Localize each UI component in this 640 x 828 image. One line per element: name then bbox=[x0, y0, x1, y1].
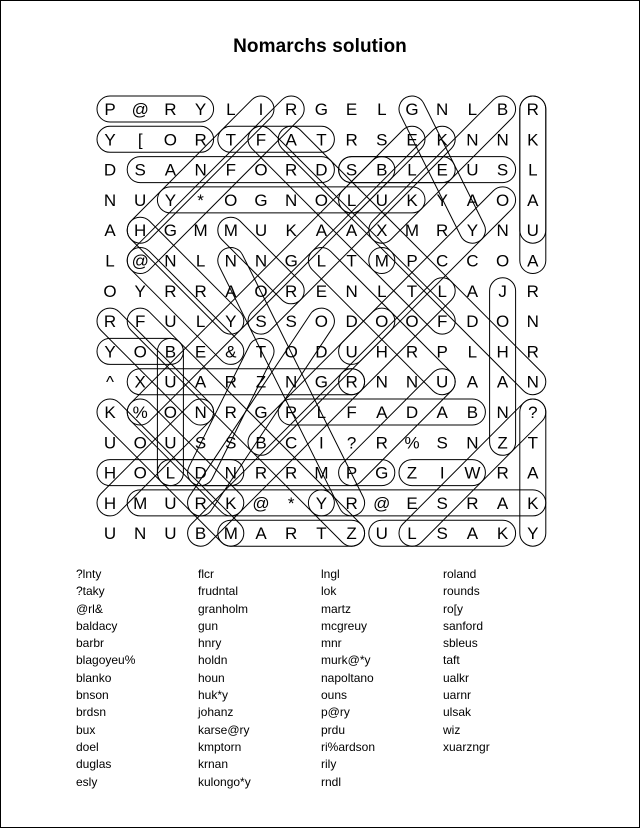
grid-letter: % bbox=[132, 403, 148, 422]
grid-letter: O bbox=[254, 281, 268, 301]
grid-letter: B bbox=[376, 160, 388, 180]
grid-letter: X bbox=[134, 372, 146, 392]
word-list-item: rndl bbox=[321, 774, 342, 789]
grid-letter: F bbox=[437, 312, 448, 332]
word-list-item: taft bbox=[443, 653, 460, 668]
word-list-item: rily bbox=[321, 757, 337, 772]
grid-letter: L bbox=[528, 160, 538, 180]
solution-loop-roland bbox=[520, 96, 546, 274]
grid-letter: ? bbox=[346, 433, 357, 453]
grid-letter: L bbox=[377, 281, 387, 301]
grid-letter: B bbox=[466, 403, 479, 422]
grid-letter: M bbox=[223, 524, 238, 544]
grid-letter: A bbox=[255, 524, 267, 544]
grid-letter: E bbox=[315, 281, 328, 301]
grid-letter: A bbox=[527, 190, 539, 210]
grid-letter: E bbox=[406, 493, 418, 513]
grid-letter: N bbox=[224, 463, 237, 483]
grid-letter: O bbox=[495, 190, 510, 210]
grid-letter: Y bbox=[134, 281, 146, 301]
grid-letter: L bbox=[195, 312, 206, 332]
grid-letter: Z bbox=[497, 433, 508, 453]
grid-letter: R bbox=[224, 403, 237, 422]
word-list-column bbox=[321, 566, 375, 791]
grid-letter: X bbox=[376, 221, 388, 241]
grid-letter: D bbox=[315, 342, 328, 362]
grid-letter: U bbox=[345, 342, 358, 362]
grid-letter: * bbox=[287, 493, 295, 513]
grid-letter: U bbox=[466, 160, 479, 180]
grid-letter: G bbox=[254, 403, 268, 422]
grid-letter: Y bbox=[104, 130, 116, 150]
word-list-item: brdsn bbox=[76, 705, 107, 720]
grid-letter: S bbox=[376, 130, 388, 150]
grid-letter: R bbox=[194, 281, 207, 301]
grid-letter: F bbox=[346, 403, 357, 422]
grid-letter: T bbox=[316, 524, 327, 544]
grid-letter: R bbox=[526, 100, 539, 119]
grid-letter: D bbox=[345, 312, 358, 332]
grid-letter: R bbox=[224, 372, 237, 392]
grid-letter: O bbox=[163, 130, 178, 150]
grid-letter: O bbox=[163, 403, 178, 422]
grid-letter: L bbox=[195, 251, 206, 271]
grid-letter: I bbox=[258, 100, 264, 119]
grid-letter: Y bbox=[315, 493, 328, 513]
word-list-item: kulongo*y bbox=[198, 774, 251, 789]
grid-letter: R bbox=[405, 342, 419, 362]
puzzle-title: Nomarchs solution bbox=[233, 36, 407, 57]
grid-letter: A bbox=[436, 403, 448, 422]
grid-letter: S bbox=[436, 524, 448, 544]
grid-letter: N bbox=[436, 100, 449, 119]
grid-letter: N bbox=[134, 524, 147, 544]
grid-letter: S bbox=[496, 160, 509, 180]
word-list-column bbox=[76, 566, 135, 791]
word-list-item: rounds bbox=[443, 584, 480, 599]
grid-letter: L bbox=[407, 524, 417, 544]
grid-letter: R bbox=[285, 524, 298, 544]
word-list-item: martz bbox=[321, 601, 351, 616]
grid-letter: S bbox=[285, 312, 297, 332]
grid-letter: S bbox=[436, 493, 448, 513]
grid-letter: O bbox=[133, 342, 147, 362]
word-list-item: @rl& bbox=[76, 601, 103, 616]
grid-letter: C bbox=[436, 251, 449, 271]
grid-letter: L bbox=[165, 463, 176, 483]
grid-letter: C bbox=[285, 433, 298, 453]
grid-letter: R bbox=[526, 342, 539, 362]
grid-letter: P bbox=[345, 463, 358, 483]
word-list-item: sanford bbox=[443, 618, 484, 633]
grid-letter: J bbox=[498, 281, 507, 301]
grid-letter: [ bbox=[137, 130, 143, 150]
grid-letter: B bbox=[164, 342, 177, 362]
grid-letter: U bbox=[164, 524, 177, 544]
grid-letter: P bbox=[406, 251, 418, 271]
grid-letter: U bbox=[375, 190, 388, 210]
grid-letter: * bbox=[197, 190, 204, 210]
grid-letter: O bbox=[405, 312, 419, 332]
grid-letter: R bbox=[164, 281, 177, 301]
word-list-item: bnson bbox=[76, 688, 109, 703]
grid-letter: L bbox=[407, 160, 417, 180]
grid-letter: Y bbox=[436, 190, 448, 210]
grid-letter: O bbox=[495, 251, 510, 271]
solution-loop-sbleus bbox=[339, 157, 516, 183]
word-list-item: granholm bbox=[198, 601, 249, 616]
grid-letter: R bbox=[496, 463, 509, 483]
grid-letter: A bbox=[225, 281, 237, 301]
grid-letter: T bbox=[527, 433, 538, 453]
grid-letter: R bbox=[285, 403, 298, 422]
grid-letter: N bbox=[194, 403, 207, 422]
grid-letter: T bbox=[406, 281, 418, 301]
word-list-item: ualkr bbox=[443, 670, 470, 685]
grid-letter: U bbox=[164, 493, 177, 513]
grid-letter: F bbox=[255, 130, 267, 150]
grid-letter: S bbox=[194, 433, 207, 453]
grid-letter: U bbox=[103, 433, 117, 453]
grid-letter: N bbox=[526, 372, 539, 392]
grid-letter: S bbox=[436, 433, 448, 453]
grid-letter: A bbox=[466, 524, 479, 544]
grid-letter: Y bbox=[527, 524, 539, 544]
grid-letter: P bbox=[104, 100, 116, 119]
word-list-item: ouns bbox=[321, 688, 348, 703]
grid-letter: T bbox=[346, 251, 357, 271]
grid-letter: Z bbox=[406, 463, 418, 483]
grid-letter: A bbox=[527, 251, 539, 271]
word-list-column bbox=[443, 566, 490, 756]
word-list-item: gun bbox=[198, 618, 219, 633]
grid-letter: R bbox=[345, 372, 358, 392]
solution-loop-xuarzngr bbox=[127, 369, 364, 395]
solution-loop-johanz bbox=[490, 278, 516, 456]
grid-letter: R bbox=[526, 281, 539, 301]
word-list-item: p@ry bbox=[321, 705, 350, 720]
grid-letter: Y bbox=[225, 312, 237, 332]
grid-letter: O bbox=[314, 190, 329, 210]
grid-letter: K bbox=[406, 190, 418, 210]
word-list-item: roland bbox=[443, 567, 477, 581]
grid-letter: L bbox=[226, 100, 236, 119]
word-list-item: kmptorn bbox=[198, 739, 242, 754]
grid-letter: R bbox=[194, 493, 207, 513]
word-list-item: murk@*y bbox=[321, 653, 371, 668]
word-list-item: ulsak bbox=[443, 705, 472, 720]
grid-letter: D bbox=[466, 312, 479, 332]
grid-letter: A bbox=[496, 372, 509, 392]
grid-letter: G bbox=[254, 190, 268, 210]
grid-letter: B bbox=[194, 524, 207, 544]
grid-letter: O bbox=[495, 312, 510, 332]
word-list-item: johanz bbox=[198, 705, 234, 720]
grid-letter: R bbox=[345, 493, 358, 513]
grid-letter: @ bbox=[131, 100, 149, 119]
word-list-item: mcgreuy bbox=[321, 618, 368, 633]
grid-letter: & bbox=[225, 342, 237, 362]
grid-letter: U bbox=[103, 524, 117, 544]
grid-letter: E bbox=[194, 342, 207, 362]
grid-letter: A bbox=[345, 221, 358, 241]
grid-letter: Y bbox=[466, 221, 479, 241]
grid-letter: O bbox=[254, 160, 268, 180]
grid-letter: T bbox=[316, 130, 327, 150]
grid-letter: F bbox=[225, 160, 236, 180]
word-list-item: ri%ardson bbox=[321, 739, 376, 754]
grid-letter: U bbox=[254, 221, 268, 241]
grid-letter: R bbox=[285, 100, 298, 119]
word-list-item: huk*y bbox=[198, 688, 229, 703]
word-list-item: barbr bbox=[76, 636, 105, 651]
grid-letter: K bbox=[436, 130, 448, 150]
grid-letter: N bbox=[466, 433, 479, 453]
grid-letter: N bbox=[285, 372, 298, 392]
grid-letter: G bbox=[163, 221, 178, 241]
grid-letter: @ bbox=[373, 493, 391, 513]
grid-letter: @ bbox=[252, 493, 270, 513]
word-list-item: esly bbox=[76, 774, 98, 789]
grid-letter: Z bbox=[346, 524, 357, 544]
grid-letter: U bbox=[134, 190, 147, 210]
word-list-item: karse@ry bbox=[198, 722, 250, 737]
grid-letter: ^ bbox=[106, 372, 114, 392]
grid-letter: M bbox=[374, 251, 389, 271]
grid-letter: U bbox=[164, 312, 177, 332]
grid-letter: K bbox=[285, 221, 297, 241]
grid-letter: O bbox=[284, 342, 298, 362]
grid-letter: F bbox=[135, 312, 146, 332]
grid-letter: O bbox=[133, 463, 147, 483]
grid-letter: N bbox=[496, 403, 509, 422]
grid-letter: O bbox=[314, 312, 329, 332]
word-list-item: frudntal bbox=[198, 584, 239, 599]
grid-letter: M bbox=[193, 221, 208, 241]
word-list-item: holdn bbox=[198, 653, 228, 668]
grid-letter: M bbox=[314, 463, 329, 483]
grid-letter: U bbox=[375, 524, 388, 544]
word-list-item: bux bbox=[76, 722, 96, 737]
grid-letters bbox=[103, 100, 539, 543]
grid-letter: L bbox=[467, 342, 478, 362]
word-list bbox=[0, 566, 640, 806]
grid-letter: G bbox=[314, 100, 329, 119]
grid-letter: O bbox=[133, 433, 147, 453]
word-list-item: krnan bbox=[198, 757, 229, 772]
word-list-item: ro[y bbox=[443, 601, 464, 616]
grid-letter: M bbox=[133, 493, 148, 513]
grid-letter: A bbox=[104, 221, 116, 241]
grid-letter: R bbox=[254, 463, 268, 483]
grid-letter: M bbox=[223, 221, 238, 241]
word-list-item: lngl bbox=[321, 567, 340, 581]
grid-letter: S bbox=[255, 312, 267, 332]
word-list-item: ?lnty bbox=[76, 567, 102, 581]
grid-letter: S bbox=[345, 160, 358, 180]
grid-letter: E bbox=[436, 160, 448, 180]
grid-letter: O bbox=[375, 312, 389, 332]
word-list-item: blanko bbox=[76, 670, 112, 685]
grid-letter: L bbox=[346, 190, 357, 210]
word-list-item: wiz bbox=[443, 722, 461, 737]
word-list-item: blagoyeu% bbox=[76, 653, 136, 668]
grid-letter: K bbox=[527, 130, 539, 150]
grid-letter: P bbox=[436, 342, 448, 362]
grid-letter: B bbox=[255, 433, 267, 453]
grid-letter: I bbox=[439, 463, 445, 483]
grid-letter: K bbox=[527, 493, 539, 513]
grid-letter: R bbox=[375, 433, 388, 453]
grid-letter: L bbox=[377, 100, 387, 119]
grid-letter: R bbox=[436, 221, 449, 241]
grid-letter: H bbox=[103, 493, 117, 513]
grid-letter: A bbox=[466, 190, 479, 210]
word-list-item: hnry bbox=[198, 636, 222, 651]
grid-letter: S bbox=[134, 160, 146, 180]
grid-letter: Y bbox=[194, 100, 207, 119]
grid-letter: N bbox=[254, 251, 268, 271]
grid-letter: L bbox=[437, 281, 447, 301]
word-list-item: xuarzngr bbox=[443, 739, 490, 754]
grid-letter: N bbox=[375, 372, 388, 392]
grid-letter: N bbox=[164, 251, 177, 271]
word-list-item: napoltano bbox=[321, 670, 374, 685]
grid-letter: U bbox=[164, 433, 177, 453]
grid-letter: @ bbox=[131, 251, 149, 271]
word-list-item: lok bbox=[321, 584, 337, 599]
solution-loop-frudntal bbox=[122, 303, 370, 552]
solution-loop-rounds bbox=[122, 91, 310, 279]
grid-letter: N bbox=[496, 130, 509, 150]
word-list-item: doel bbox=[76, 739, 99, 754]
grid-letter: A bbox=[194, 372, 207, 392]
grid-letter: T bbox=[225, 130, 236, 150]
grid-letter: E bbox=[406, 130, 418, 150]
grid-letter: S bbox=[225, 433, 237, 453]
grid-letter: N bbox=[405, 372, 419, 392]
grid-letter: A bbox=[164, 160, 177, 180]
grid-letter: N bbox=[466, 130, 479, 150]
grid-letter: U bbox=[436, 372, 449, 392]
grid-letter: L bbox=[316, 403, 327, 422]
grid-letter: O bbox=[103, 281, 117, 301]
grid-letter: A bbox=[285, 130, 297, 150]
grid-letter: C bbox=[466, 251, 479, 271]
grid-letter: N bbox=[526, 312, 539, 332]
solution-loop-blanko bbox=[182, 363, 370, 551]
grid-letter: Y bbox=[164, 190, 177, 210]
solution-loop-karsery bbox=[308, 490, 545, 516]
grid-letter: U bbox=[164, 372, 177, 392]
grid-letter: W bbox=[464, 463, 481, 483]
word-list-item: baldacy bbox=[76, 618, 118, 633]
grid-letter: N bbox=[285, 190, 298, 210]
grid-letter: L bbox=[467, 100, 478, 119]
grid-letter: H bbox=[134, 221, 147, 241]
grid-letter: D bbox=[315, 160, 328, 180]
grid-letter: R bbox=[285, 281, 298, 301]
grid-letter: Z bbox=[255, 372, 267, 392]
word-list-item: prdu bbox=[321, 722, 346, 737]
grid-letter: R bbox=[345, 130, 358, 150]
grid-letter: G bbox=[314, 372, 329, 392]
grid-letter: H bbox=[375, 342, 388, 362]
grid-letter: N bbox=[496, 221, 509, 241]
grid-letter: R bbox=[194, 130, 207, 150]
grid-letter: A bbox=[376, 403, 388, 422]
solution-loop-granholm bbox=[157, 460, 394, 486]
grid-letter: A bbox=[496, 493, 509, 513]
word-list-item: sbleus bbox=[443, 636, 478, 651]
grid-letter: R bbox=[466, 493, 479, 513]
grid-letter: I bbox=[319, 433, 324, 453]
grid-letter: E bbox=[345, 100, 358, 119]
grid-letter: A bbox=[466, 372, 479, 392]
word-list-item: mnr bbox=[321, 636, 342, 651]
grid-letter: M bbox=[404, 221, 420, 241]
grid-letter: D bbox=[103, 160, 117, 180]
grid-letter: L bbox=[105, 251, 115, 271]
word-list-item: uarnr bbox=[443, 688, 472, 703]
grid-letter: A bbox=[466, 281, 479, 301]
word-list-item: ?taky bbox=[76, 584, 105, 599]
grid-letter: A bbox=[527, 463, 539, 483]
grid-letter: K bbox=[225, 493, 237, 513]
grid-letter: % bbox=[404, 433, 420, 453]
grid-letter: D bbox=[194, 463, 207, 483]
grid-letter: N bbox=[103, 190, 117, 210]
word-list-item: duglas bbox=[76, 757, 112, 772]
grid-letter: H bbox=[496, 342, 509, 362]
grid-letter: K bbox=[104, 403, 116, 422]
grid-letter: R bbox=[103, 312, 117, 332]
grid-letter: L bbox=[316, 251, 327, 271]
grid-letter: O bbox=[224, 190, 238, 210]
grid-letter: T bbox=[255, 342, 267, 362]
grid-letter: R bbox=[285, 160, 298, 180]
solution-loop-duglas bbox=[333, 182, 521, 370]
grid-letter: A bbox=[315, 221, 328, 241]
grid-letter: H bbox=[103, 463, 117, 483]
grid-letter: R bbox=[285, 463, 298, 483]
grid-letter: ? bbox=[528, 403, 538, 422]
grid-letter: N bbox=[345, 281, 358, 301]
grid-letter: N bbox=[194, 160, 207, 180]
grid-letter: G bbox=[284, 251, 298, 271]
grid-letter: U bbox=[526, 221, 539, 241]
word-list-column bbox=[198, 566, 251, 791]
grid-letter: B bbox=[496, 100, 509, 119]
grid-letter: N bbox=[224, 251, 237, 271]
grid-letter: D bbox=[405, 403, 419, 422]
grid-letter: G bbox=[405, 100, 419, 119]
word-list-item: flcr bbox=[198, 567, 214, 581]
grid-letter: Y bbox=[104, 342, 116, 362]
grid-letter: K bbox=[496, 524, 509, 544]
grid-letter: R bbox=[164, 100, 177, 119]
grid-letter: G bbox=[375, 463, 389, 483]
word-list-item: houn bbox=[198, 670, 225, 685]
